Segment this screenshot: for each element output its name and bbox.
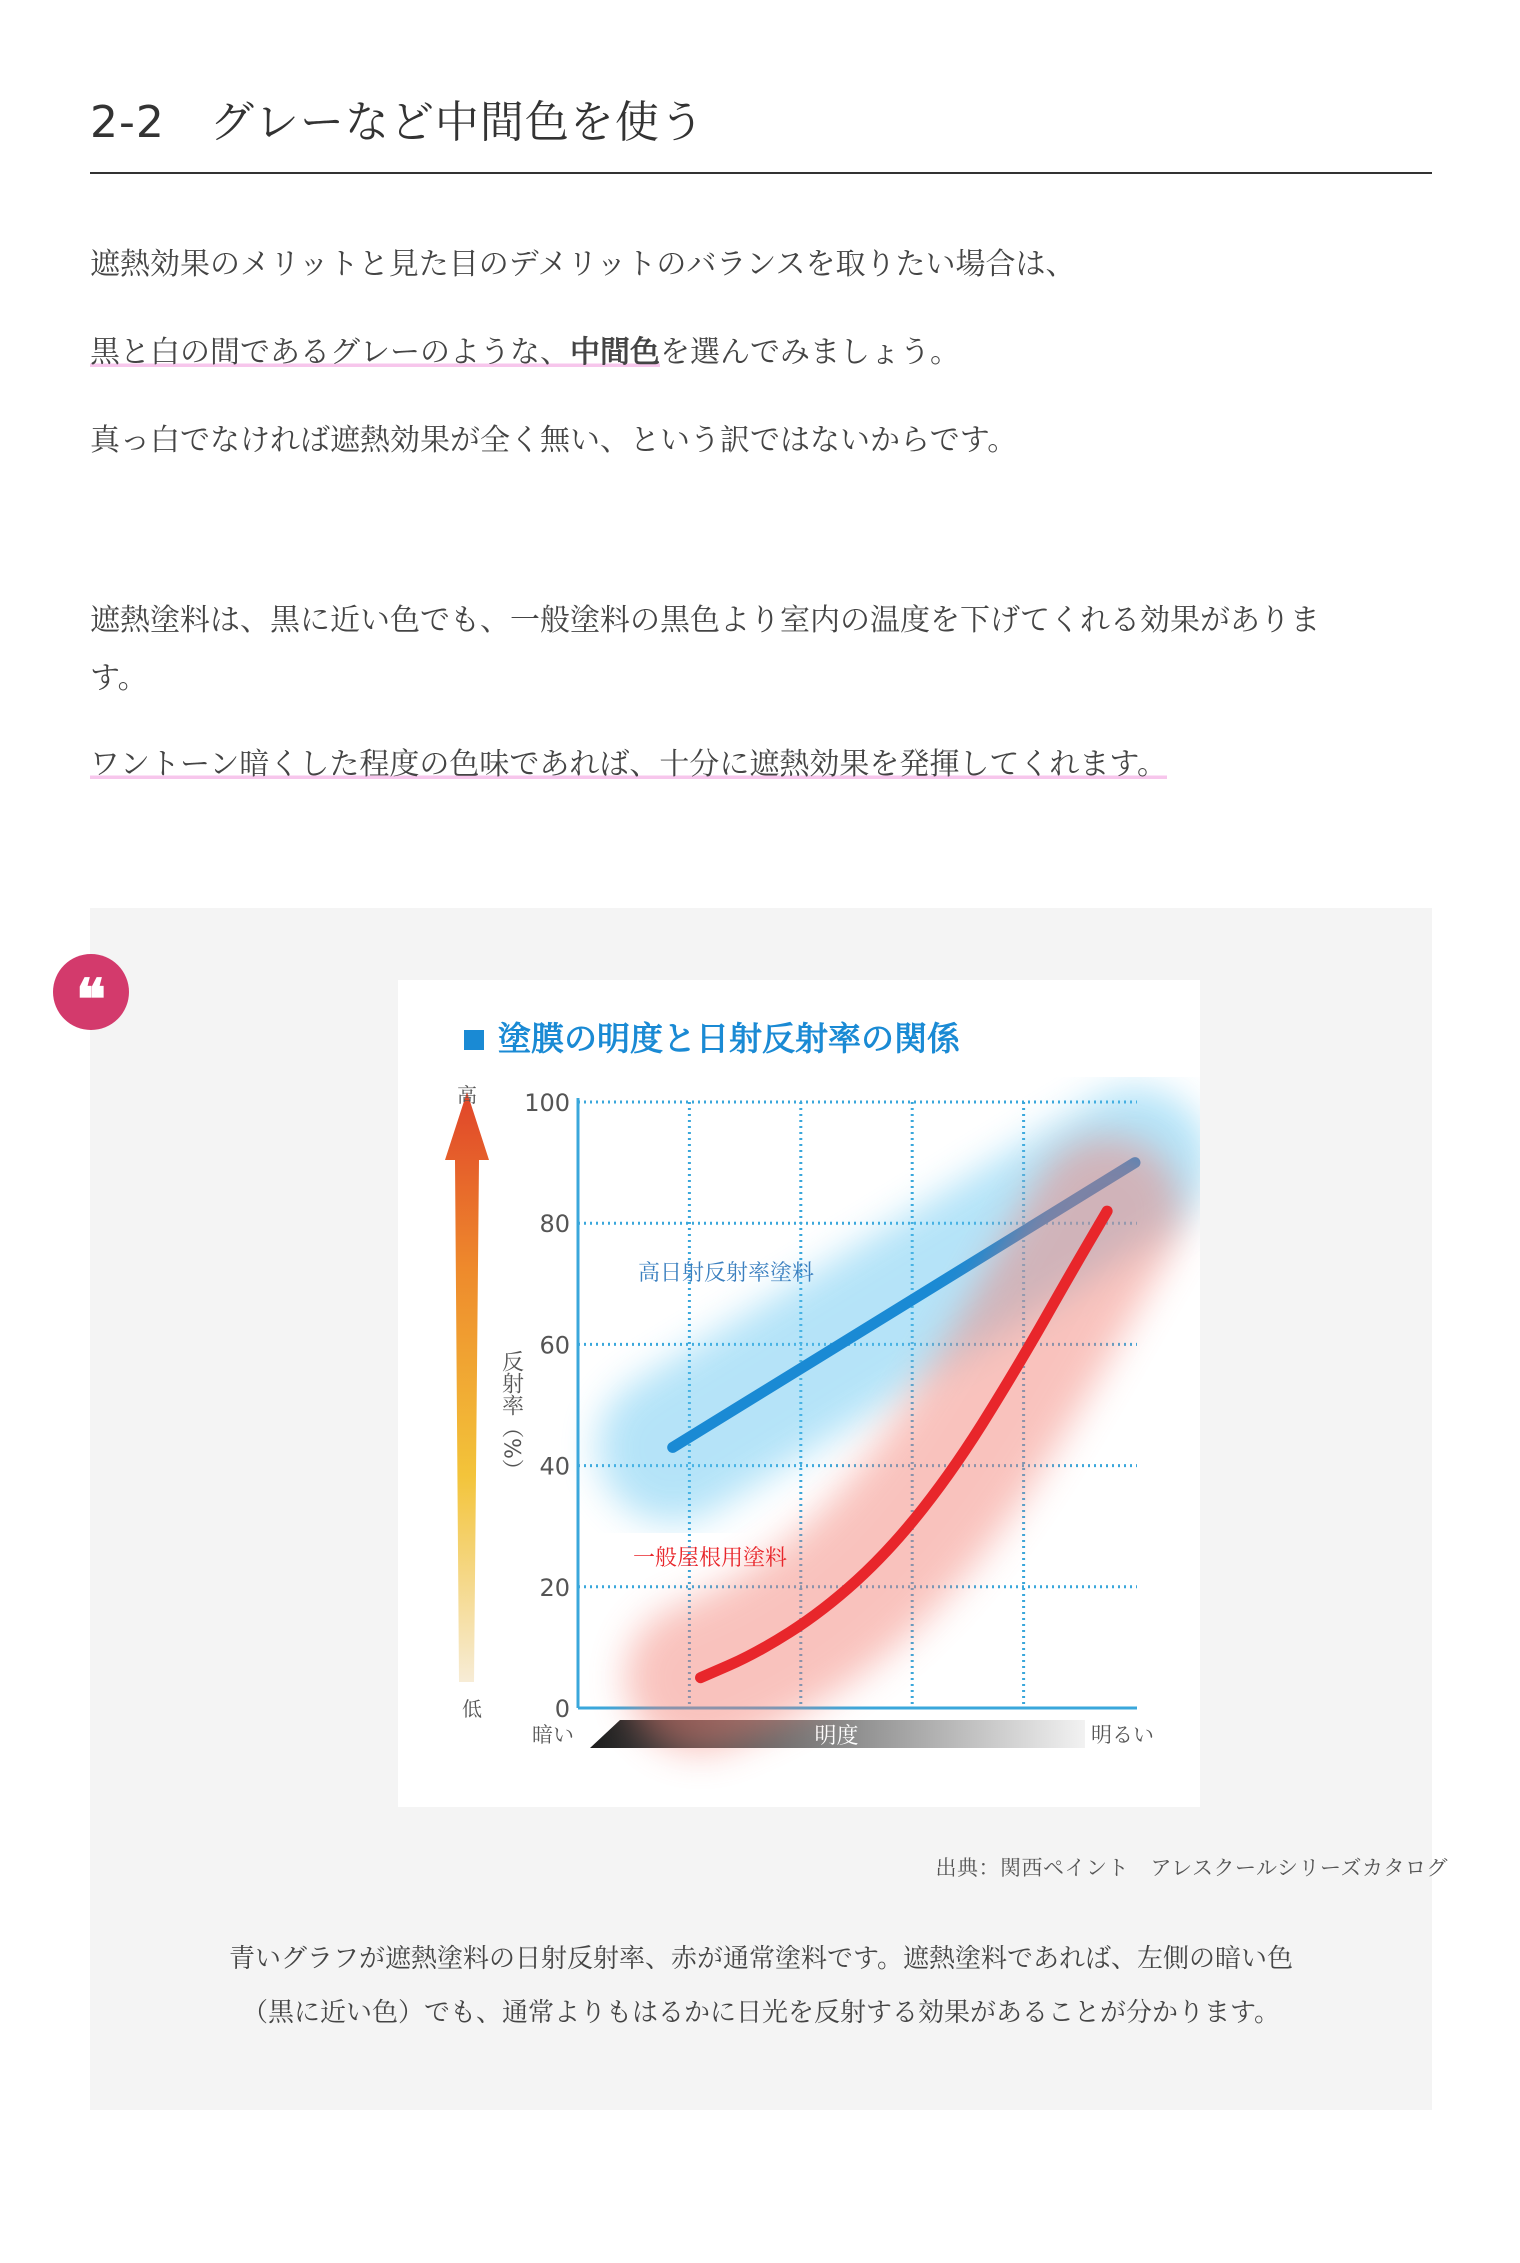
chart-title-square <box>464 1030 484 1050</box>
paragraph-4-line-1: 遮熱塗料は、黒に近い色でも、一般塗料の黒色より室内の温度を下げてくれる効果がありま <box>90 603 1320 638</box>
heading-divider <box>90 172 1432 174</box>
source-citation: 出典：関西ペイント アレスクールシリーズカタログ <box>935 1856 1448 1880</box>
highlight-text-one-tone: ワントーン暗くした程度の色味であれば、十分に遮熱効果を発揮してくれます。 <box>90 747 1167 782</box>
paragraph-3: 真っ白でなければ遮熱効果が全く無い、という訳ではないからです。 <box>90 423 1018 458</box>
caption-line-1: 青いグラフが遮熱塗料の日射反射率、赤が通常塗料です。遮熱塗料であれば、左側の暗い色 <box>229 1944 1293 1974</box>
y-tick-label: 0 <box>554 1695 570 1723</box>
paragraph-4-line-2: す。 <box>90 661 148 696</box>
chart-svg <box>398 980 1200 1807</box>
chart-caption <box>90 1932 1432 2040</box>
highlight-text-neutral-color: 中間色 <box>570 335 660 370</box>
highlight-text-gray: 黒と白の間であるグレーのような、 <box>90 335 570 370</box>
x-high-label: 明るい <box>1091 1723 1154 1747</box>
series-label: 一般屋根用塗料 <box>633 1546 788 1571</box>
paragraph-2 <box>90 324 1432 382</box>
x-low-label: 暗い <box>532 1723 574 1747</box>
reflectance-chart-image <box>398 980 1200 1807</box>
y-tick-label: 100 <box>524 1089 570 1117</box>
y-tick-label: 20 <box>539 1573 570 1602</box>
series-label: 高日射反射率塗料 <box>638 1261 815 1286</box>
y-low-label: 低 <box>462 1697 482 1721</box>
caption-line-2: （黒に近い色）でも、通常よりもはるかに日光を反射する効果があることが分かります。 <box>242 1998 1280 2028</box>
y-high-label: 高 <box>457 1083 477 1107</box>
y-axis-label: 反射率（%） <box>498 1350 524 1481</box>
chart-title: 塗膜の明度と日射反射率の関係 <box>498 1019 960 1058</box>
quote-icon: ❝ <box>53 954 129 1030</box>
x-axis-label: 明度 <box>814 1724 859 1749</box>
paragraph-5 <box>90 736 1432 794</box>
y-tick-label: 40 <box>539 1452 570 1481</box>
section-heading: 2-2 グレーなど中間色を使う <box>90 97 705 148</box>
paragraph-1: 遮熱効果のメリットと見た目のデメリットのバランスを取りたい場合は、 <box>90 247 1076 282</box>
y-tick-label: 80 <box>539 1210 570 1239</box>
paragraph-2-rest: を選んでみましょう。 <box>660 335 960 370</box>
y-scale-arrow <box>445 1092 489 1682</box>
paragraph-4 <box>90 592 1432 708</box>
y-tick-label: 60 <box>539 1331 570 1360</box>
